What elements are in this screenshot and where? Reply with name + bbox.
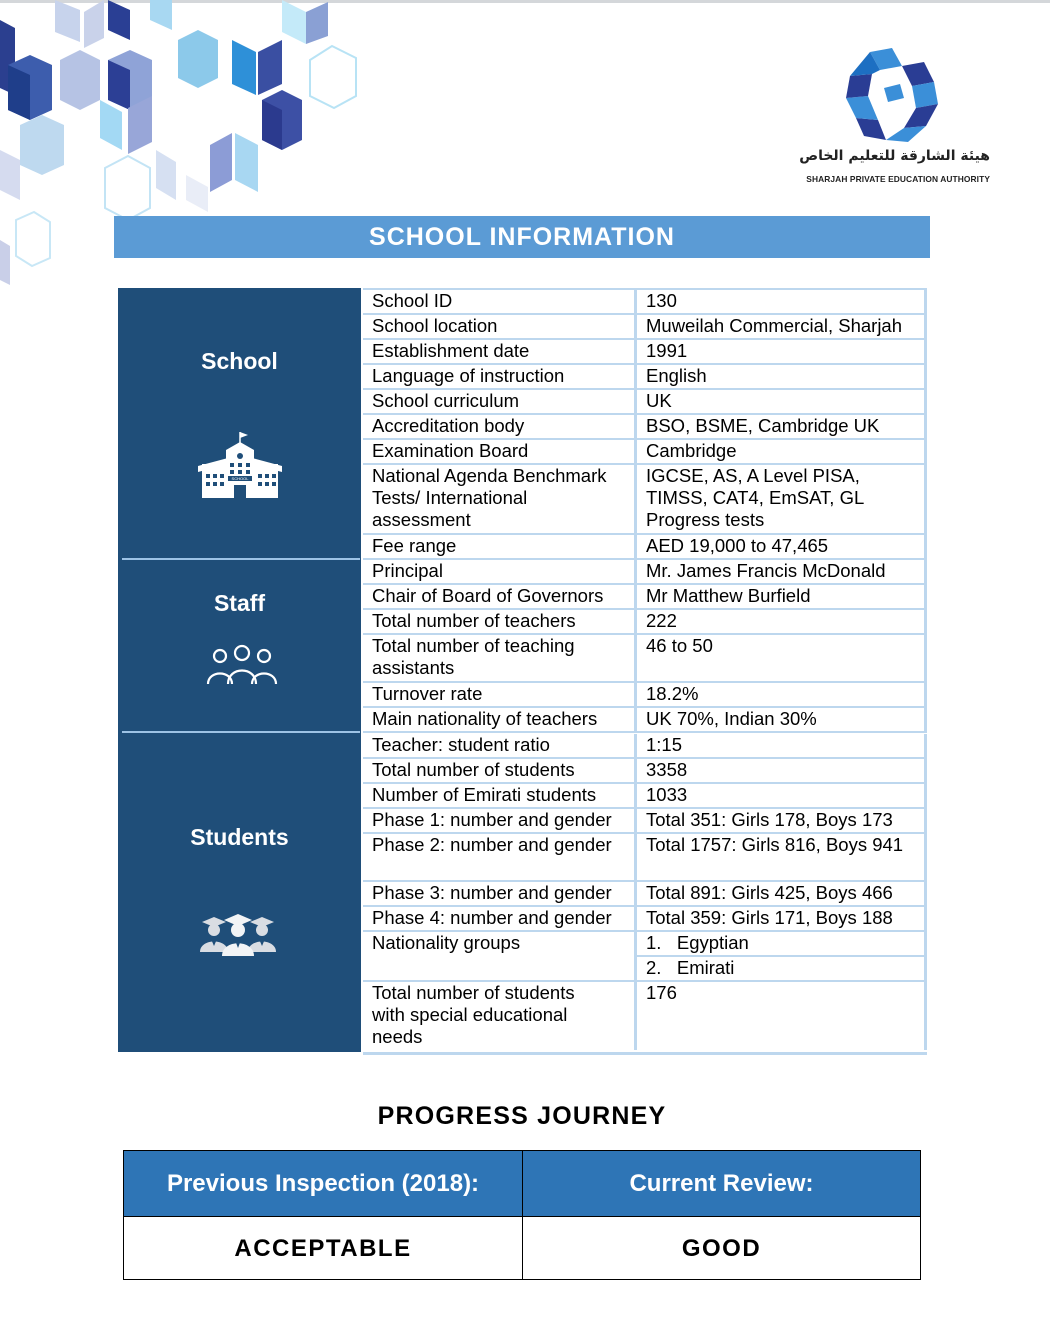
row-value: UK	[634, 390, 927, 413]
row-label: Accreditation body	[372, 415, 525, 436]
section-title-staff: Staff	[213, 590, 266, 616]
row-value: 176	[634, 982, 927, 1050]
row-label: Establishment date	[372, 340, 530, 361]
row-label: Phase 2: number and gender	[372, 834, 612, 855]
row-value: English	[634, 365, 927, 388]
row-value: Total 1757: Girls 816, Boys 941	[634, 834, 927, 880]
row-label: Turnover rate	[372, 683, 483, 704]
row-label: School curriculum	[372, 390, 520, 411]
row-value: 3358	[634, 759, 927, 782]
row-value: Muweilah Commercial, Sharjah	[634, 315, 927, 338]
row-label: Nationality groups	[372, 932, 521, 953]
row-value: 18.2%	[634, 683, 927, 706]
section-divider	[122, 558, 360, 560]
row-value: 1:15	[634, 734, 927, 757]
row-value: Total 891: Girls 425, Boys 466	[634, 882, 927, 905]
row-value: Cambridge	[634, 440, 927, 463]
students-graduates-icon	[198, 914, 278, 958]
section-title-students: Students	[190, 824, 289, 850]
row-label: Fee range	[372, 535, 457, 556]
row-value: BSO, BSME, Cambridge UK	[634, 415, 927, 438]
school-building-icon	[198, 430, 284, 500]
row-value: Mr. James Francis McDonald	[634, 560, 927, 583]
section-title-school: School	[201, 348, 278, 374]
progress-journey-table	[123, 1150, 921, 1280]
row-label: Principal	[372, 560, 443, 581]
row-label: Phase 3: number and gender	[372, 882, 612, 903]
row-label: Total number of teaching assistants	[372, 635, 575, 678]
school-information-banner: SCHOOL INFORMATION	[114, 216, 930, 258]
row-label: National Agenda Benchmark Tests/ International assessment	[372, 465, 607, 530]
previous-inspection-header: Previous Inspection (2018):	[124, 1151, 522, 1216]
row-label: School ID	[372, 290, 453, 311]
school-information-table	[363, 288, 927, 1055]
row-value: IGCSE, AS, A Level PISA, TIMSS, CAT4, EmSAT, GL Progress tests	[634, 465, 927, 533]
row-value: 46 to 50	[634, 635, 927, 681]
logo-arabic-text: هيئة الشارقة للتعليم الخاص	[799, 148, 990, 164]
section-divider	[122, 731, 360, 733]
row-value: UK 70%, Indian 30%	[634, 708, 927, 731]
row-label: Teacher: student ratio	[372, 734, 550, 755]
row-value: Mr Matthew Burfield	[634, 585, 927, 608]
nationality-group-item: 1. Egyptian	[634, 932, 927, 955]
current-review-header: Current Review:	[523, 1151, 920, 1216]
row-label: Language of instruction	[372, 365, 565, 386]
row-label: Examination Board	[372, 440, 529, 461]
row-label: Total number of students	[372, 759, 575, 780]
row-value: 1033	[634, 784, 927, 807]
current-review-rating: GOOD	[523, 1216, 920, 1281]
logo-english-text: SHARJAH PRIVATE EDUCATION AUTHORITY	[806, 174, 990, 184]
progress-journey-title: PROGRESS JOURNEY	[377, 1102, 667, 1130]
row-value: AED 19,000 to 47,465	[634, 535, 927, 558]
row-label: Number of Emirati students	[372, 784, 597, 805]
svg-text:SCHOOL: SCHOOL	[231, 476, 249, 481]
row-value: 222	[634, 610, 927, 633]
row-label: Phase 4: number and gender	[372, 907, 612, 928]
section-panel	[118, 288, 361, 1052]
spea-logo	[796, 48, 996, 190]
row-value: Total 351: Girls 178, Boys 173	[634, 809, 927, 832]
row-value: 130	[634, 290, 927, 313]
row-label: Phase 1: number and gender	[372, 809, 612, 830]
staff-people-icon	[206, 644, 278, 686]
column-divider	[522, 1151, 523, 1279]
row-label: Total number of students with special educational needs	[372, 982, 575, 1047]
row-label: School location	[372, 315, 498, 336]
previous-inspection-rating: ACCEPTABLE	[124, 1216, 522, 1281]
row-label: Total number of teachers	[372, 610, 576, 631]
nationality-group-item: 2. Emirati	[634, 957, 927, 980]
row-label: Main nationality of teachers	[372, 708, 598, 729]
row-label: Chair of Board of Governors	[372, 585, 604, 606]
logo-mark-icon	[846, 48, 938, 142]
row-value: Total 359: Girls 171, Boys 188	[634, 907, 927, 930]
row-value: 1991	[634, 340, 927, 363]
